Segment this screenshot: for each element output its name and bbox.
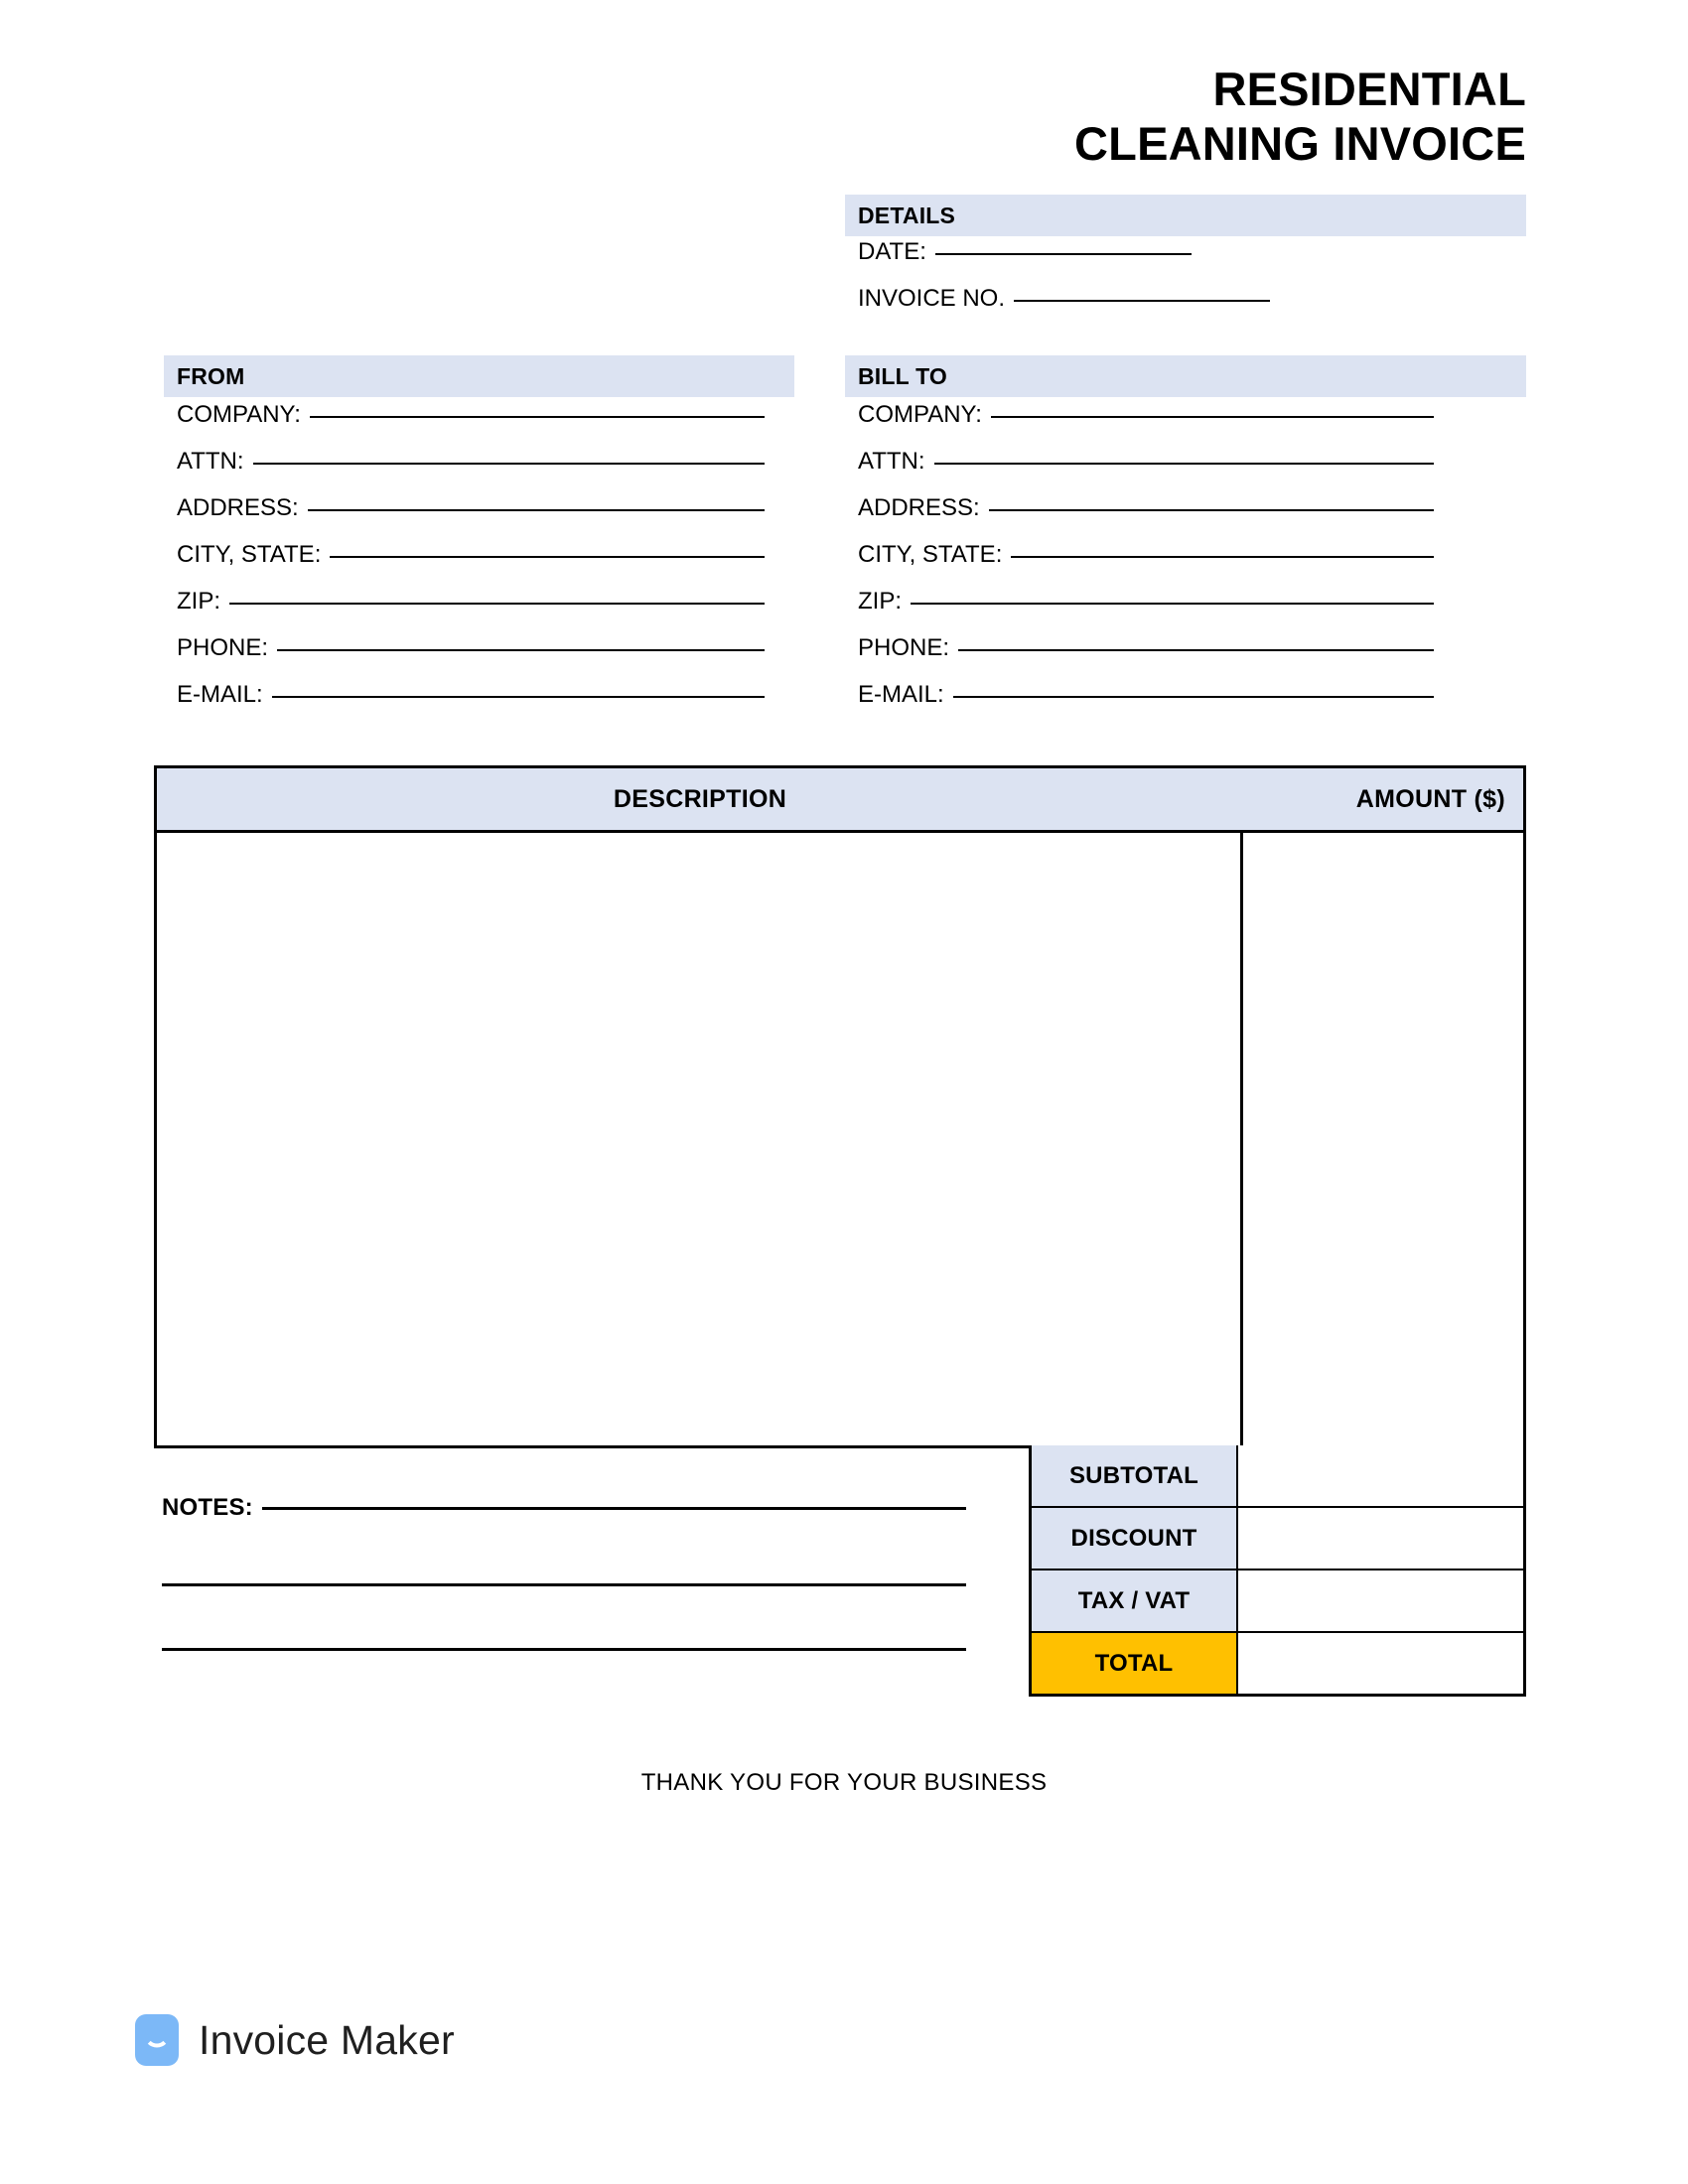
from-field-city-state-label: CITY, STATE: xyxy=(177,541,322,568)
from-section-header xyxy=(164,355,794,397)
from-field-company-label: COMPANY: xyxy=(177,401,301,428)
from-field-company-input[interactable] xyxy=(310,416,765,418)
bill-to-field-zip xyxy=(858,588,1434,634)
from-field-address xyxy=(177,494,765,541)
from-field-phone-input[interactable] xyxy=(277,649,765,651)
from-field-zip-label: ZIP: xyxy=(177,588,221,614)
from-field-email-label: E-MAIL: xyxy=(177,681,263,708)
from-field-company xyxy=(177,401,765,448)
bill-to-field-zip-label: ZIP: xyxy=(858,588,903,614)
field-date-label: DATE: xyxy=(858,238,926,265)
total-label: TOTAL xyxy=(1032,1633,1238,1694)
bill-to-field-city-state xyxy=(858,541,1434,588)
bill-to-fields xyxy=(858,401,1434,728)
from-field-city-state xyxy=(177,541,765,588)
brand-name: Invoice Maker xyxy=(199,2016,455,2063)
from-field-zip-input[interactable] xyxy=(229,603,765,605)
from-field-address-label: ADDRESS: xyxy=(177,494,299,521)
brand-logo xyxy=(135,2014,455,2066)
from-field-phone xyxy=(177,634,765,681)
details-heading: DETAILS xyxy=(858,202,956,228)
field-date-input[interactable] xyxy=(935,253,1192,255)
bill-to-field-phone xyxy=(858,634,1434,681)
from-field-address-input[interactable] xyxy=(308,509,765,511)
from-field-phone-label: PHONE: xyxy=(177,634,269,661)
thank-you-message: THANK YOU FOR YOUR BUSINESS xyxy=(640,1769,1048,1796)
bill-to-field-zip-input[interactable] xyxy=(911,603,1434,605)
table-body xyxy=(157,833,1523,1445)
totals-table xyxy=(1029,1445,1526,1697)
bill-to-field-address-input[interactable] xyxy=(989,509,1434,511)
bill-to-field-email xyxy=(858,681,1434,728)
notes-input-line-2[interactable] xyxy=(162,1583,966,1586)
from-field-attn xyxy=(177,448,765,494)
subtotal-value[interactable] xyxy=(1238,1445,1523,1506)
bill-to-field-city-state-input[interactable] xyxy=(1011,556,1434,558)
field-invoice-no-label: INVOICE NO. xyxy=(858,285,1006,312)
bill-to-field-attn-input[interactable] xyxy=(934,463,1434,465)
discount-value[interactable] xyxy=(1238,1508,1523,1569)
notes-input-line-1[interactable] xyxy=(262,1507,966,1510)
totals-row-discount xyxy=(1032,1508,1523,1570)
bill-to-field-address-label: ADDRESS: xyxy=(858,494,980,521)
total-value[interactable] xyxy=(1238,1633,1523,1694)
from-field-email-input[interactable] xyxy=(272,696,765,698)
subtotal-label: SUBTOTAL xyxy=(1032,1445,1238,1506)
notes-label: NOTES: xyxy=(162,1494,253,1521)
bill-to-heading: BILL TO xyxy=(858,362,947,389)
details-section-header xyxy=(845,195,1526,236)
amount-entry-area[interactable] xyxy=(1243,833,1523,1445)
bill-to-field-company xyxy=(858,401,1434,448)
field-date xyxy=(858,238,1533,285)
field-invoice-no-input[interactable] xyxy=(1014,300,1270,302)
bill-to-field-address xyxy=(858,494,1434,541)
line-items-table xyxy=(154,765,1526,1448)
bill-to-field-email-input[interactable] xyxy=(953,696,1434,698)
field-invoice-no xyxy=(858,285,1533,332)
from-field-attn-label: ATTN: xyxy=(177,448,244,475)
notes-input-line-3[interactable] xyxy=(162,1648,966,1651)
bill-to-field-email-label: E-MAIL: xyxy=(858,681,944,708)
table-header-row xyxy=(157,768,1523,833)
from-field-email xyxy=(177,681,765,728)
bill-to-field-company-label: COMPANY: xyxy=(858,401,982,428)
from-field-attn-input[interactable] xyxy=(253,463,765,465)
from-fields xyxy=(177,401,765,728)
title-line-1: RESIDENTIAL xyxy=(1212,63,1526,115)
column-header-amount: AMOUNT ($) xyxy=(1355,784,1505,813)
bill-to-field-phone-input[interactable] xyxy=(958,649,1434,651)
title-line-2: CLEANING INVOICE xyxy=(1074,117,1526,171)
notes-first-line xyxy=(162,1494,966,1522)
tax-vat-label: TAX / VAT xyxy=(1032,1570,1238,1631)
from-field-city-state-input[interactable] xyxy=(330,556,765,558)
details-fields xyxy=(858,238,1533,332)
from-field-zip xyxy=(177,588,765,634)
totals-row-tax-vat xyxy=(1032,1570,1523,1633)
smile-icon xyxy=(135,2014,179,2066)
from-heading: FROM xyxy=(177,362,245,389)
tax-vat-value[interactable] xyxy=(1238,1570,1523,1631)
bill-to-field-company-input[interactable] xyxy=(991,416,1434,418)
discount-label: DISCOUNT xyxy=(1032,1508,1238,1569)
bill-to-field-attn xyxy=(858,448,1434,494)
bill-to-field-city-state-label: CITY, STATE: xyxy=(858,541,1003,568)
description-entry-area[interactable] xyxy=(157,833,1243,1445)
column-header-description: DESCRIPTION xyxy=(613,784,787,813)
notes-section xyxy=(162,1494,966,1651)
bill-to-section-header xyxy=(845,355,1526,397)
bill-to-field-phone-label: PHONE: xyxy=(858,634,950,661)
smile-arc xyxy=(144,2035,170,2048)
totals-row-subtotal xyxy=(1032,1445,1523,1508)
page-title xyxy=(164,62,1526,172)
bill-to-field-attn-label: ATTN: xyxy=(858,448,925,475)
totals-row-total xyxy=(1032,1633,1523,1694)
